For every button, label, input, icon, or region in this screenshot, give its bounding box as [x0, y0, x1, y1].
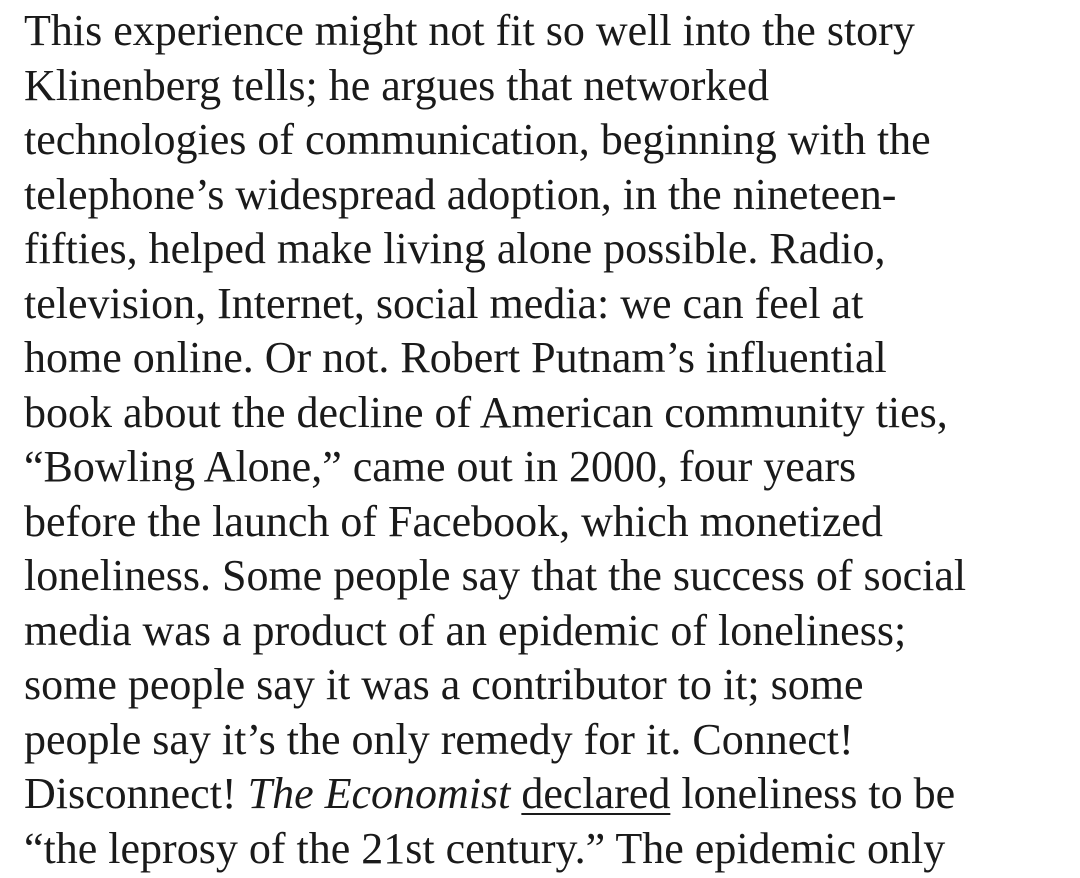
text-line: before the launch of Facebook, which monetized	[24, 496, 883, 546]
text-segment: loneliness to be	[670, 769, 956, 818]
text-line: home online. Or not. Robert Putnam’s influential	[24, 333, 887, 382]
text-line: book about the decline of American community ties,	[24, 387, 948, 437]
publication-title: The Economist	[247, 769, 511, 818]
text-segment	[510, 769, 521, 818]
text-line: television, Internet, social media: we can feel at	[24, 278, 864, 328]
text-line: some people say it was a contributor to it; some	[24, 660, 864, 709]
text-line: “the leprosy of the 21st century.” The epidemic only	[24, 823, 946, 873]
text-line: people say it’s the only remedy for it. Connect!	[24, 714, 854, 764]
text-line: “Bowling Alone,” came out in 2000, four years	[24, 442, 857, 491]
declared-link[interactable]: declared	[521, 769, 671, 818]
text-line: technologies of communication, beginning with the	[24, 115, 931, 164]
text-line: media was a product of an epidemic of loneliness;	[24, 605, 907, 655]
text-segment: Disconnect!	[24, 769, 248, 818]
text-line-with-link	[24, 767, 1074, 822]
article-body	[24, 4, 1074, 876]
text-line: telephone’s widespread adoption, in the nineteen-	[24, 169, 897, 219]
text-line: This experience might not fit so well into the story	[24, 6, 915, 55]
text-line: loneliness. Some people say that the success of social	[24, 551, 967, 600]
text-line: fifties, helped make living alone possible. Radio,	[24, 224, 886, 273]
text-line: Klinenberg tells; he argues that networked	[24, 60, 769, 110]
